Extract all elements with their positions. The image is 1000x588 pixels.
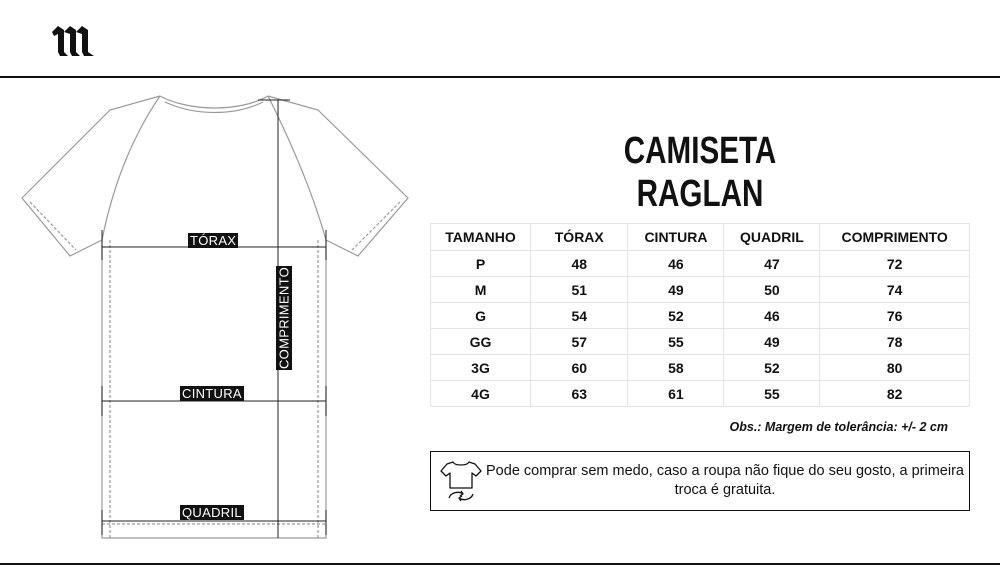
table-cell: 46	[724, 303, 820, 329]
table-cell: 3G	[431, 355, 531, 381]
shirt-exchange-icon	[439, 458, 483, 504]
table-header: TÓRAX	[531, 224, 628, 251]
table-cell: 61	[628, 381, 724, 407]
brand-logo	[50, 22, 98, 58]
table-header: COMPRIMENTO	[820, 224, 970, 251]
table-row	[431, 251, 970, 277]
shirt-outline	[0, 80, 420, 560]
product-title: CAMISETA RAGLAN	[623, 130, 777, 215]
table-cell: 63	[531, 381, 628, 407]
table-cell: 60	[531, 355, 628, 381]
table-cell: 4G	[431, 381, 531, 407]
table-cell: 48	[531, 251, 628, 277]
table-cell: 52	[628, 303, 724, 329]
table-row	[431, 355, 970, 381]
shirt-diagram	[0, 80, 420, 560]
length-label: COMPRIMENTO	[276, 266, 292, 370]
table-cell: 80	[820, 355, 970, 381]
table-row	[431, 329, 970, 355]
table-cell: 74	[820, 277, 970, 303]
table-header: TAMANHO	[431, 224, 531, 251]
table-cell: M	[431, 277, 531, 303]
table-cell: 54	[531, 303, 628, 329]
table-cell: 49	[628, 277, 724, 303]
top-divider	[0, 76, 1000, 78]
table-header-row	[431, 224, 970, 251]
table-row	[431, 303, 970, 329]
bottom-divider	[0, 563, 1000, 565]
chest-label: TÓRAX	[190, 233, 237, 248]
table-cell: 55	[628, 329, 724, 355]
table-cell: 76	[820, 303, 970, 329]
table-cell: 50	[724, 277, 820, 303]
table-cell: 46	[628, 251, 724, 277]
table-cell: 49	[724, 329, 820, 355]
hip-label: QUADRIL	[182, 505, 242, 520]
table-cell: 52	[724, 355, 820, 381]
table-cell: 72	[820, 251, 970, 277]
table-cell: 82	[820, 381, 970, 407]
table-cell: 51	[531, 277, 628, 303]
table-cell: 58	[628, 355, 724, 381]
table-cell: 47	[724, 251, 820, 277]
exchange-policy-text: Pode comprar sem medo, caso a roupa não fique do seu gosto, a primeira troca é gratuita.	[486, 463, 964, 498]
table-header: CINTURA	[628, 224, 724, 251]
table-cell: 57	[531, 329, 628, 355]
table-row	[431, 381, 970, 407]
table-header: QUADRIL	[724, 224, 820, 251]
size-table	[430, 223, 970, 407]
table-row	[431, 277, 970, 303]
table-cell: P	[431, 251, 531, 277]
table-cell: 55	[724, 381, 820, 407]
table-cell: 78	[820, 329, 970, 355]
tolerance-note: Obs.: Margem de tolerância: +/- 2 cm	[729, 420, 948, 434]
waist-label: CINTURA	[182, 386, 242, 401]
exchange-policy-box	[430, 451, 970, 511]
table-cell: G	[431, 303, 531, 329]
table-cell: GG	[431, 329, 531, 355]
